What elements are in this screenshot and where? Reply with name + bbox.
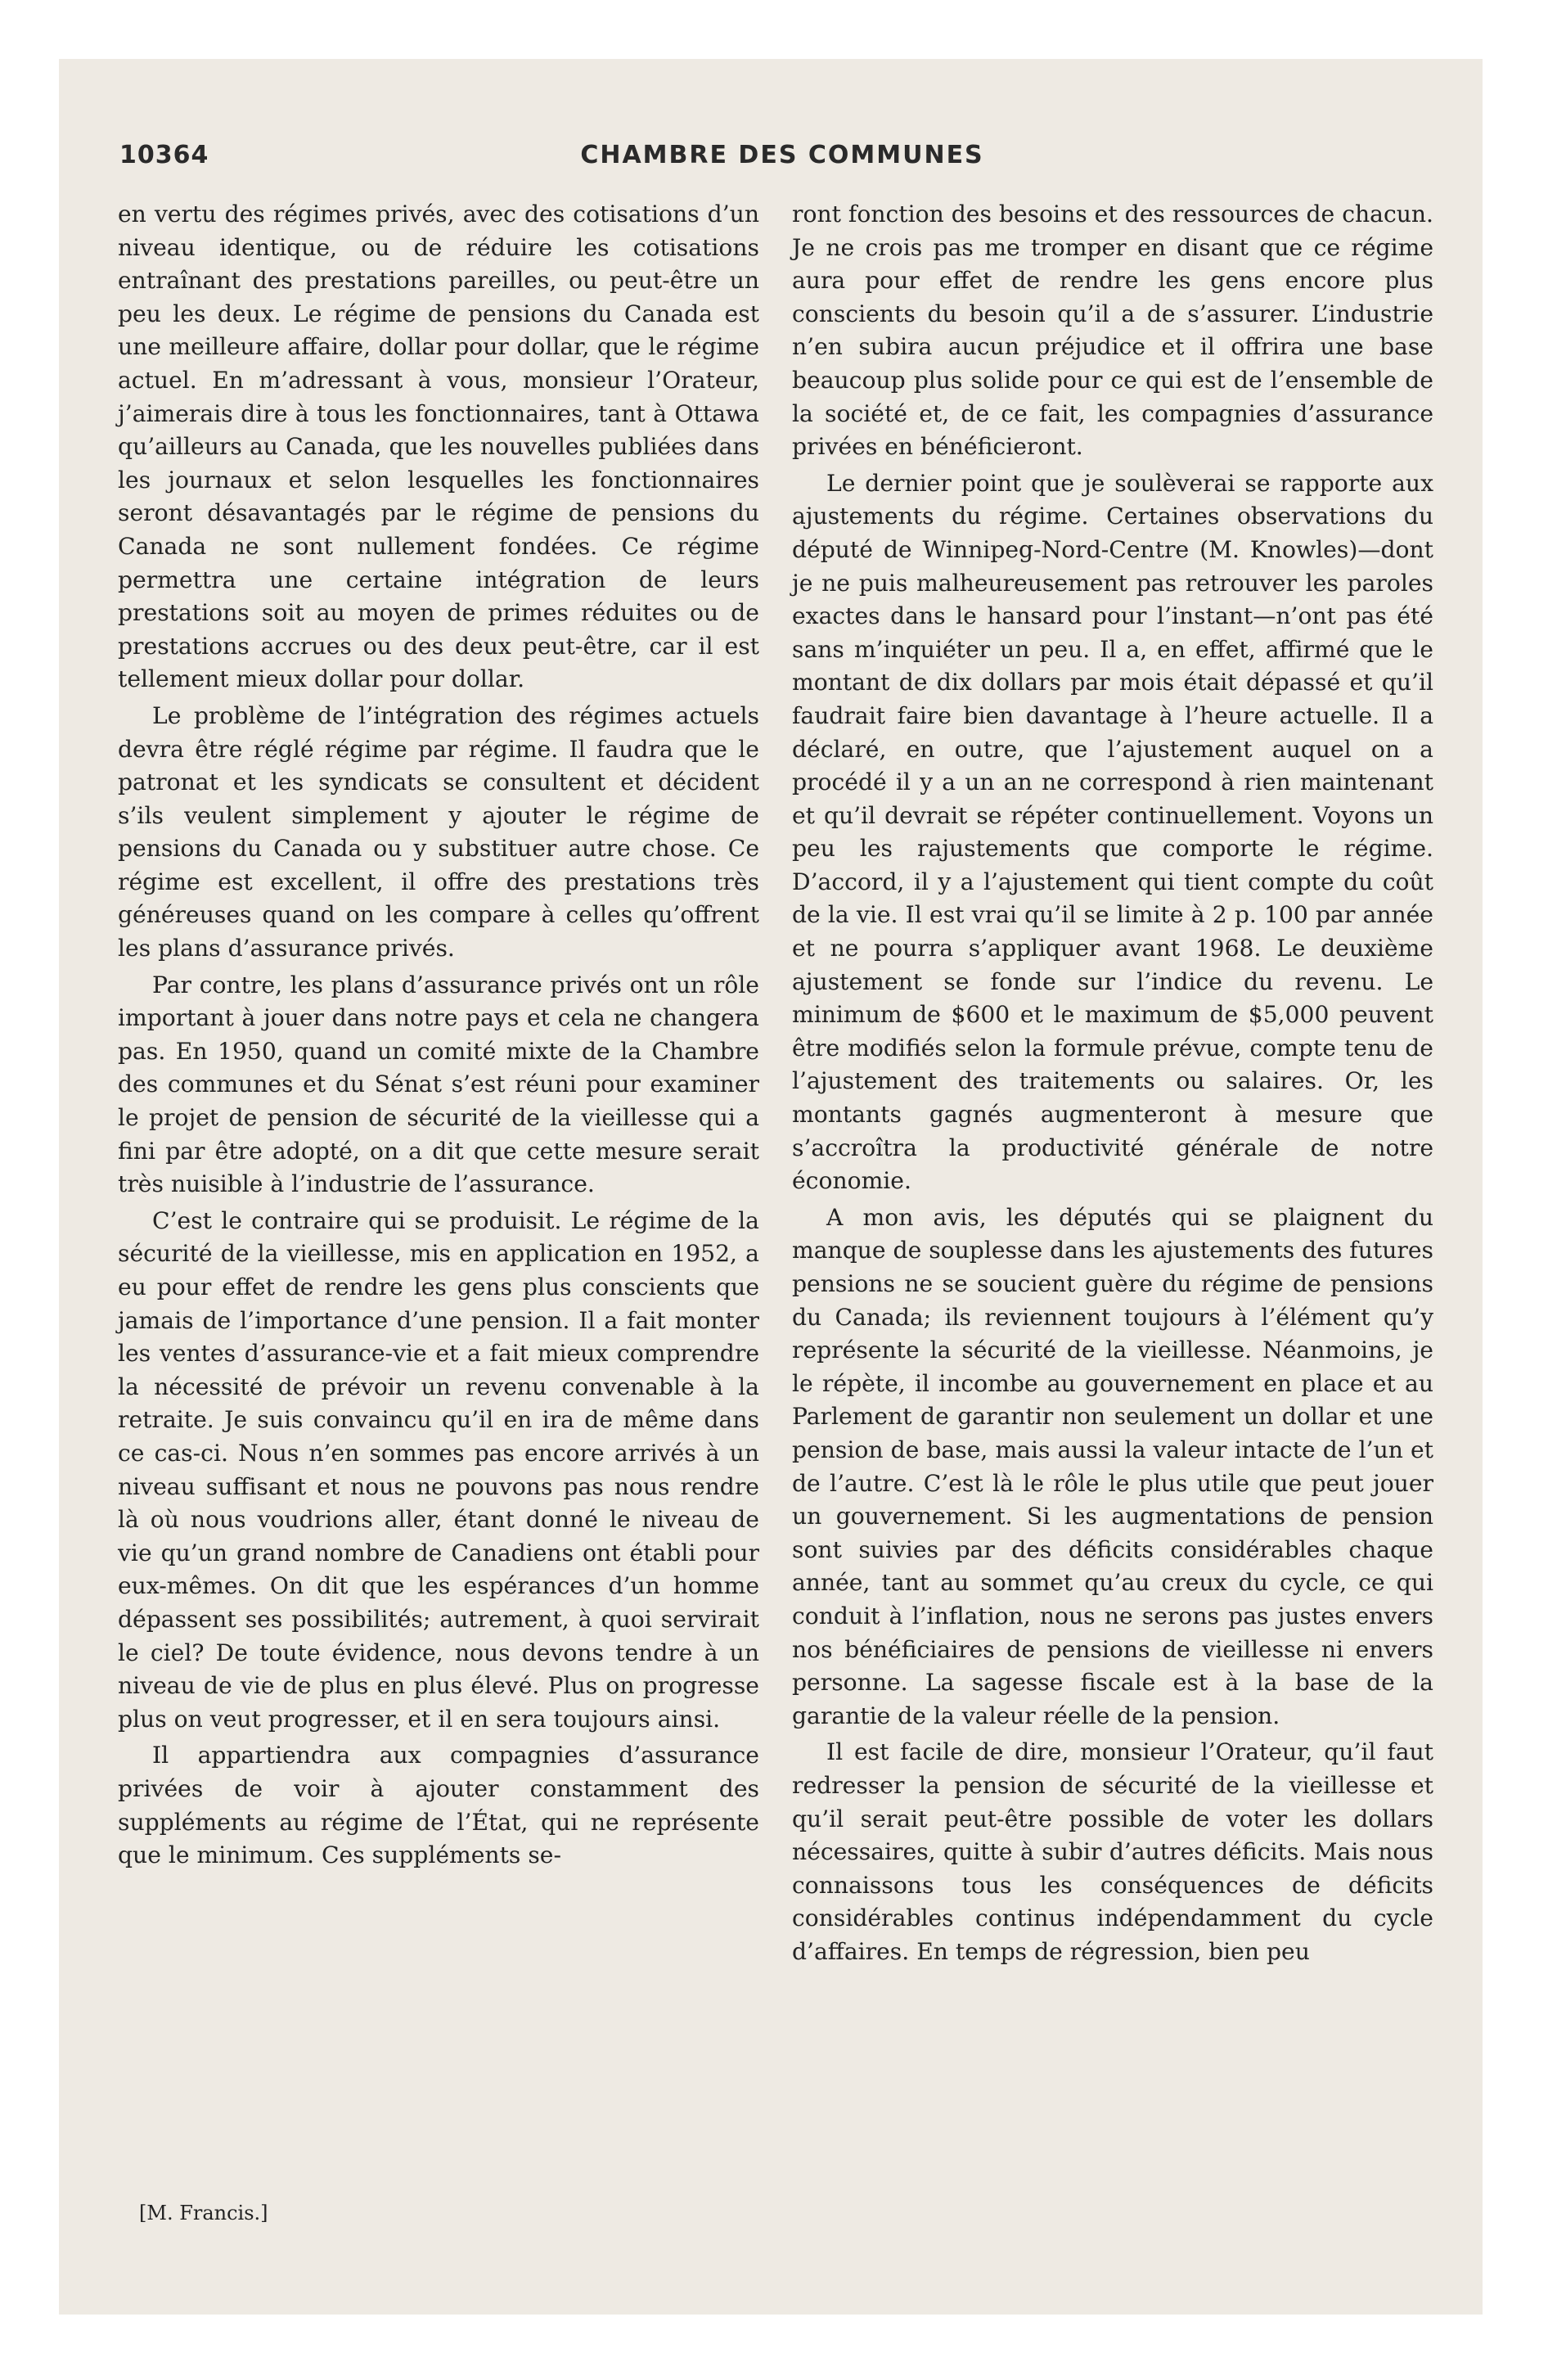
paragraph: en vertu des régimes privés, avec des cotisations d’un niveau identique, ou de réduire les cotisations entraînant des prestations pareilles, ou peut-être un peu les deux. Le régime de pensions du Canada est une meilleure affaire, dollar pour dollar, que le régime actuel. En m’adressant à vous, monsieur l’Orateur, j’aimerais dire à tous les fonctionnaires, tant à Ottawa qu’ailleurs au Canada, que les nouvelles publiées dans les journaux et selon lesquelles les fonctionnaires seront désavantagés par le régime de pensions du Canada ne sont nullement fondées. Ce régime permettra une certaine intégration de leurs prestations soit au moyen de primes réduites ou de prestations accrues ou des deux peut-être, car il est tellement mieux dollar pour dollar. [118,201,759,693]
paragraph: Par contre, les plans d’assurance privés ont un rôle important à jouer dans notre pays et cela ne changera pas. En 1950, quand un comité mixte de la Chambre des communes et du Sénat s’est réuni pour examiner le projet de pension de sécurité de la vieillesse qui a fini par être adopté, on a dit que cette mesure serait très nuisible à l’industrie de l’assurance. [118,971,759,1198]
running-title: CHAMBRE DES COMMUNES [580,141,984,169]
page-header [119,141,1445,182]
paragraph: C’est le contraire qui se produisit. Le régime de la sécurité de la vieillesse, mis en application en 1952, a eu pour effet de rendre les gens plus conscients que jamais de l’importance d’une pension. Il a fait monter les ventes d’assurance-vie et a fait mieux comprendre la nécessité de prévoir un revenu convenable à la retraite. Je suis convaincu qu’il en ira de même dans ce cas-ci. Nous n’en sommes pas encore arrivés à un niveau suffisant et nous ne pouvons pas nous rendre là où nous voudrions aller, étant donné le niveau de vie qu’un grand nombre de Canadiens ont établi pour eux-mêmes. On dit que les espérances d’un homme dépassent ses possibilités; autrement, à quoi servirait le ciel? De toute évidence, nous devons tendre à un niveau de vie de plus en plus élevé. Plus on progresse plus on veut progresser, et il en sera toujours ainsi. [118,1206,759,1733]
right-column [792,198,1433,1972]
paragraph: ront fonction des besoins et des ressources de chacun. Je ne crois pas me tromper en disant que ce régime aura pour effet de rendre les gens encore plus conscients du besoin qu’il a de s’assurer. L’industrie n’en subira aucun préjudice et il offrira une base beaucoup plus solide pour ce qui est de l’ensemble de la société et, de ce fait, les compagnies d’assurance privées en bénéficieront. [792,201,1433,461]
paragraph: Il appartiendra aux compagnies d’assurance privées de voir à ajouter constamment des suppléments au régime de l’État, qui ne représente que le minimum. Ces suppléments se- [118,1742,759,1869]
paragraph: Le dernier point que je soulèverai se rapporte aux ajustements du régime. Certaines observations du député de Winnipeg-Nord-Centre (M. Knowles)—dont je ne puis malheureusement pas retrouver les paroles exactes dans le hansard pour l’instant—n’ont pas été sans m’inquiéter un peu. Il a, en effet, affirmé que le montant de dix dollars par mois était dépassé et qu’il faudrait faire bien davantage à l’heure actuelle. Il a déclaré, en outre, que l’ajustement auquel on a procédé il y a un an ne correspond à rien maintenant et qu’il devrait se répéter continuellement. Voyons un peu les rajustements que comporte le régime. D’accord, il y a l’ajustement qui tient compte du coût de la vie. Il est vrai qu’il se limite à 2 p. 100 par année et ne pourra s’appliquer avant 1968. Le deuxième ajustement se fonde sur l’indice du revenu. Le minimum de $600 et le maximum de $5,000 peuvent être modifiés selon la formule prévue, compte tenu de l’ajustement des traitements ou salaires. Or, les montants gagnés augmenteront à mesure que s’accroîtra la productivité générale de notre économie. [792,469,1433,1195]
paragraph: A mon avis, les députés qui se plaignent du manque de souplesse dans les ajustements des futures pensions ne se soucient guère du régime de pensions du Canada; ils reviennent toujours à l’élément qu’y représente la sécurité de la vieillesse. Néanmoins, je le répète, il incombe au gouvernement en place et au Parlement de garantir non seulement un dollar et une pension de base, mais aussi la valeur intacte de l’un et de l’autre. C’est là le rôle le plus utile que peut jouer un gouvernement. Si les augmentations de pension sont suivies par des déficits considérables chaque année, tant au sommet qu’au creux du cycle, ce qui conduit à l’inflation, nous ne serons pas justes envers nos bénéficiaires de pensions de vieillesse ni envers personne. La sagesse fiscale est à la base de la garantie de la valeur réelle de la pension. [792,1203,1433,1729]
speaker-attribution: [M. Francis.] [139,2202,268,2224]
left-column [118,198,759,1876]
page-number: 10364 [119,141,209,169]
scanned-page [59,59,1483,2315]
paragraph: Le problème de l’intégration des régimes actuels devra être réglé régime par régime. Il faudra que le patronat et les syndicats se consultent et décident s’ils veulent simplement y ajouter le régime de pensions du Canada ou y substituer autre chose. Ce régime est excellent, il offre des prestations très généreuses quand on les compare à celles qu’offrent les plans d’assurance privés. [118,701,759,962]
paragraph: Il est facile de dire, monsieur l’Orateur, qu’il faut redresser la pension de sécurité de la vieillesse et qu’il serait peut-être possible de voter les dollars nécessaires, quitte à subir d’autres déficits. Mais nous connaissons tous les conséquences de déficits considérables continus indépendamment du cycle d’affaires. En temps de régression, bien peu [792,1738,1433,1965]
